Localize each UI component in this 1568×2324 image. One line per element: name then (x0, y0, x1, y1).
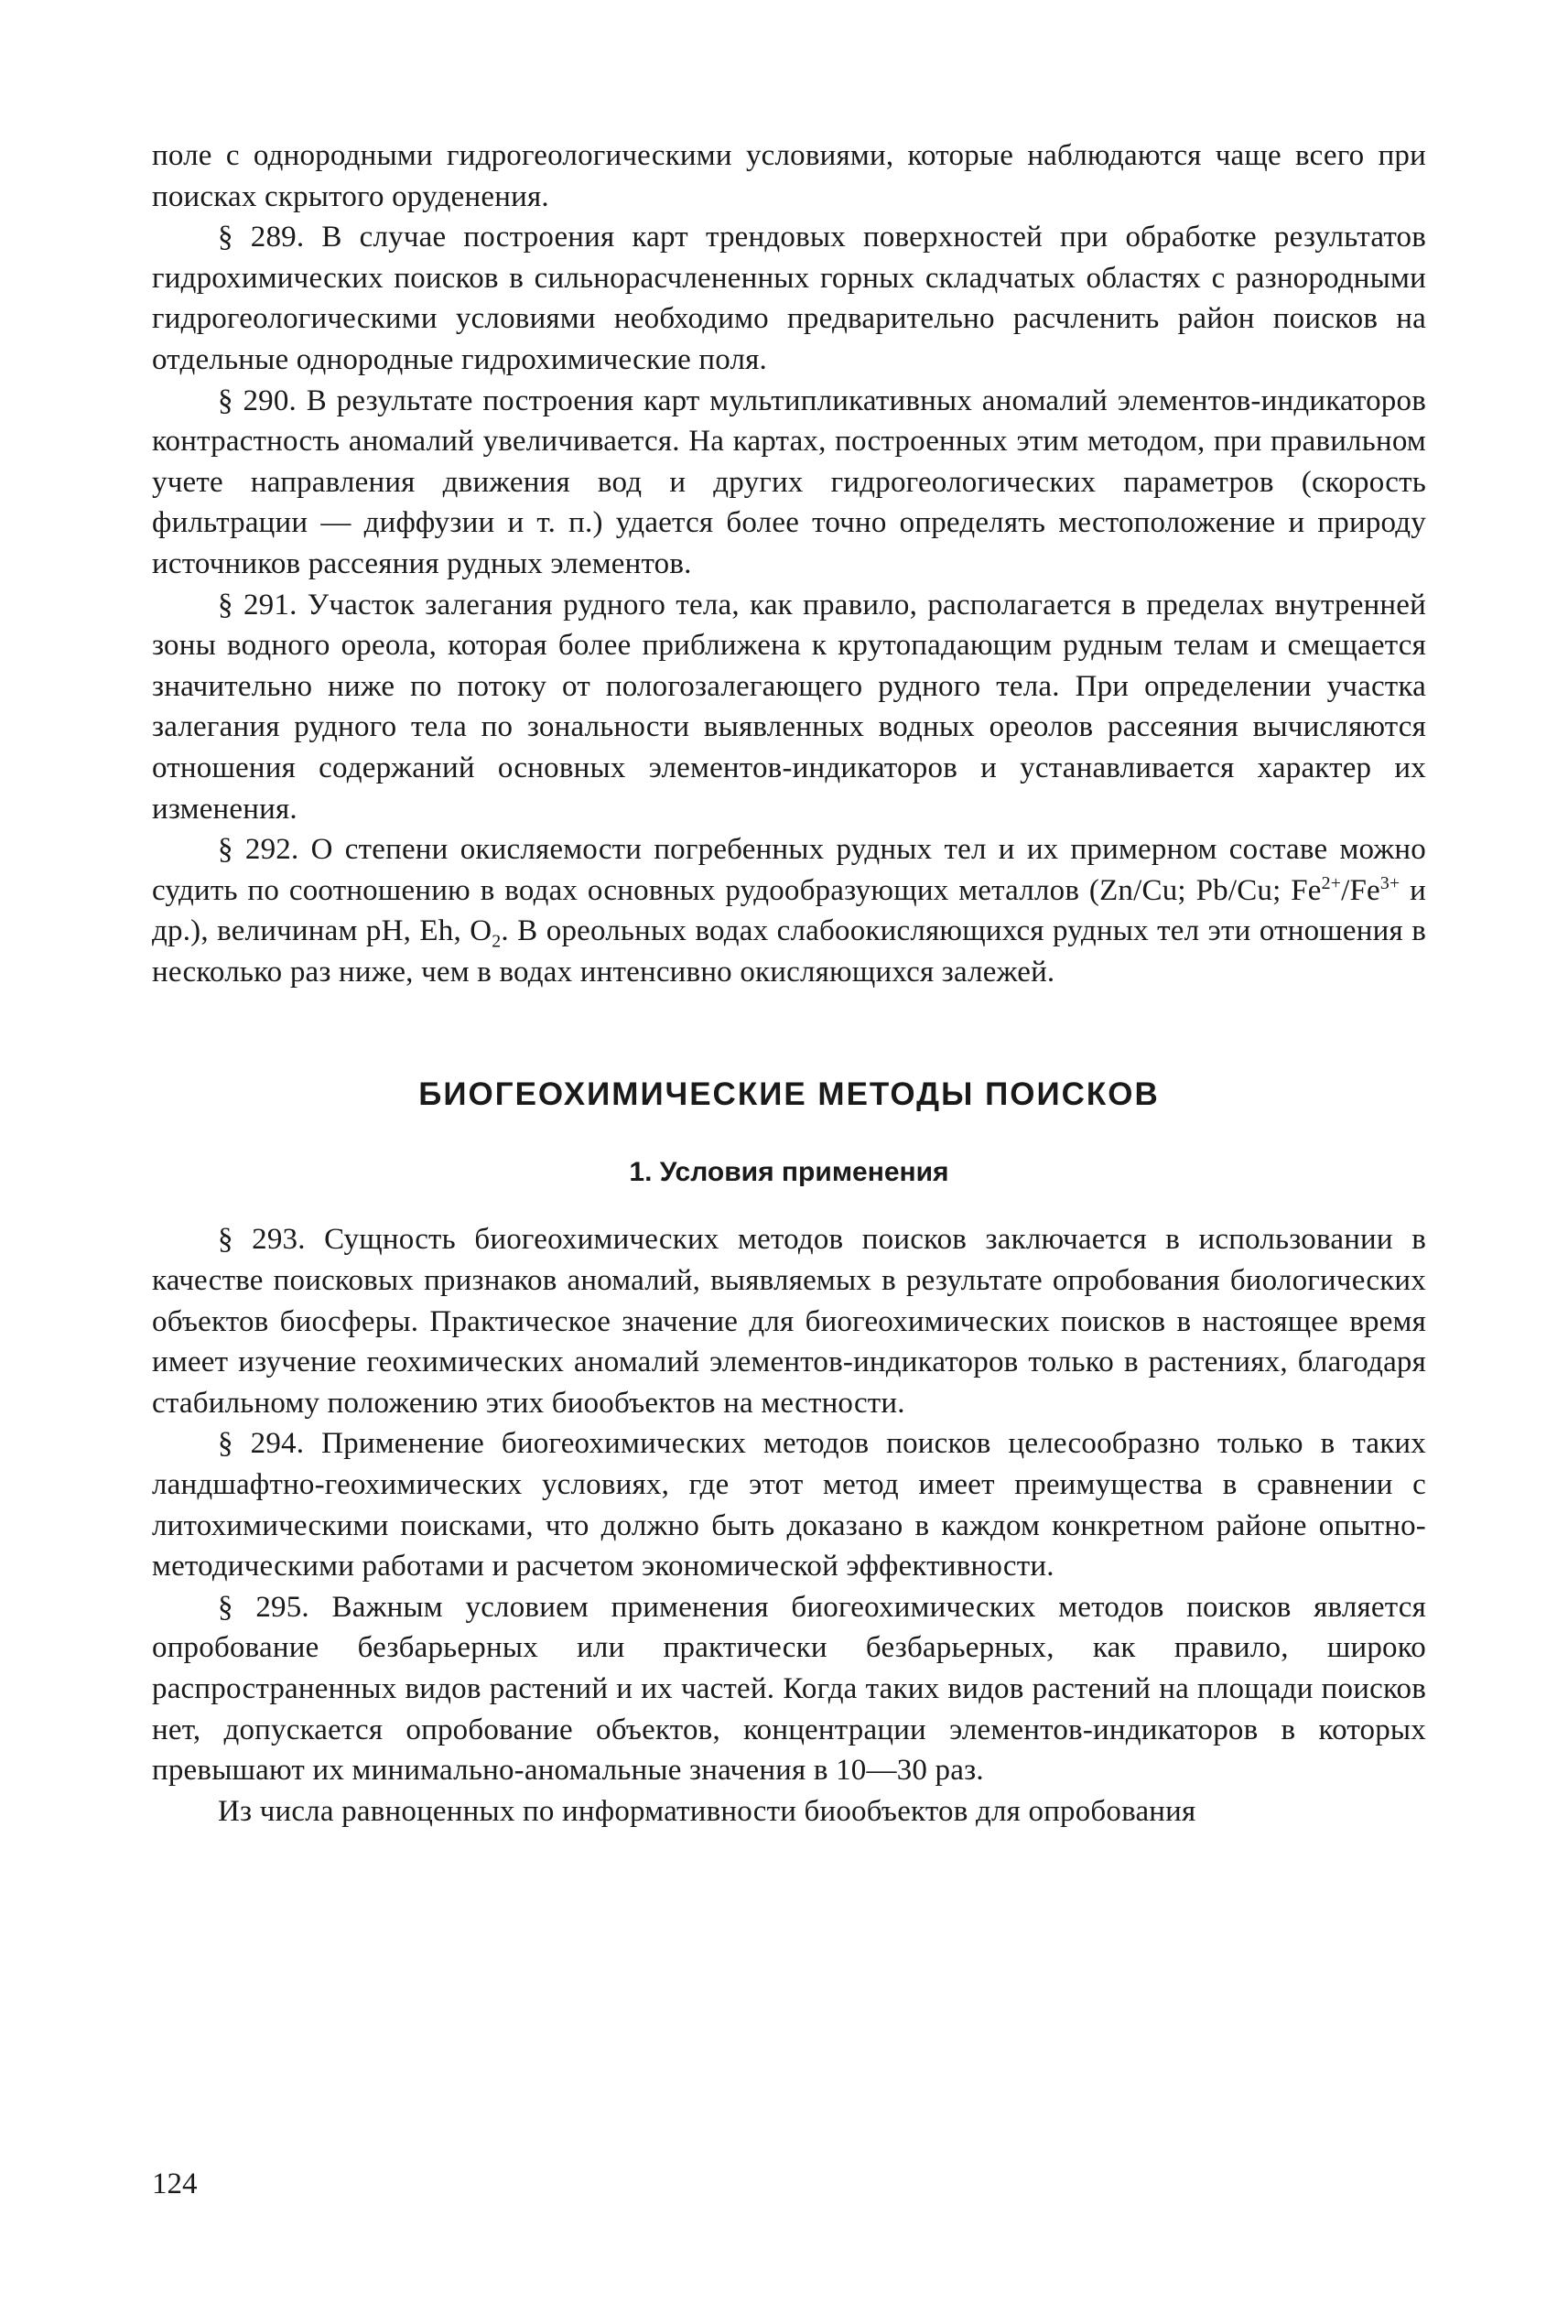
p292-after1: и др.), величинам pH, Eh, O (152, 873, 1426, 948)
page-body (152, 135, 1426, 1832)
paragraph-290: § 290. В результате построения карт мультипликативных аномалий элементов-индикаторов контрастность аномалий увеличивается. На картах, построенных этим методом, при правильном учете направления движения вод и других гидрогеологических параметров (скорость фильтрации — диффузии и т. п.) удается более точно определять местоположение и природу источников рассеяния рудных элементов. (152, 384, 1426, 580)
page-number: 124 (152, 2167, 198, 2200)
p292-sup1: 2+ (1321, 872, 1342, 893)
paragraph-289: § 289. В случае построения карт трендовых поверхностей при обработке результатов гидрохимических поисков в сильнорасчлененных горных складчатых областях с разнородными гидрогеологическими условиями необходимо предварительно расчленить район поисков на отдельные однородные гидрохимические поля. (152, 221, 1426, 376)
p292-sup2: 3+ (1379, 872, 1400, 893)
paragraph-continuation: поле с однородными гидрогеологическими условиями, которые наблюдаются чаще всего при поисках скрытого оруденения. (152, 139, 1426, 213)
p292-sub1: 2 (492, 931, 502, 952)
p292-after2: . В ореольных водах слабоокисляющихся рудных тел эти отношения в несколько раз ниже, чем в водах интенсивно окисляющихся залежей. (152, 914, 1426, 989)
paragraph-293: § 293. Сущность биогеохимических методов поисков заключается в использовании в качестве поисковых признаков аномалий, выявляемых в результате опробования биологических объектов биосферы. Практическое значение для биогеохимических поисков в настоящее время имеет изучение геохимических аномалий элементов-индикаторов только в растениях, благодаря стабильному положению этих биообъектов на местности. (152, 1223, 1426, 1420)
p292-mid: /Fe (1341, 873, 1380, 907)
subsection-title: 1. Условия применения (629, 1157, 949, 1188)
paragraph-292 (152, 829, 1426, 992)
section-title: БИОГЕОХИМИЧЕСКИЕ МЕТОДЫ ПОИСКОВ (418, 1076, 1160, 1113)
paragraph-294: § 294. Применение биогеохимических методов поисков целесообразно только в таких ландшафтно-геохимических условиях, где этот метод имеет преимущества в сравнении с литохимическими поисками, что должно быть доказано в каждом конкретном районе опытно-методическими работами и расчетом экономической эффективности. (152, 1427, 1426, 1584)
paragraph-last: Из числа равноценных по информативности биообъектов для опробования (218, 1794, 1196, 1828)
paragraph-291: § 291. Участок залегания рудного тела, как правило, располагается в пределах внутренней зоны водного ореола, которая более приближена к крутопадающим рудным телам и смещается значительно ниже по потоку от пологозалегающего рудного тела. При определении участка залегания рудного тела по зональности выявленных водных ореолов рассеяния вычисляются отношения содержаний основных элементов-индикаторов и устанавливается характер их изменения. (152, 588, 1426, 826)
paragraph-295: § 295. Важным условием применения биогеохимических методов поисков является опробование безбарьерных или практически безбарьерных, как правило, широко распространенных видов растений и их частей. Когда таких видов растений на площади поисков нет, допускается опробование объектов, концентрации элементов-индикаторов в которых превышают их минимально-аномальные значения в 10—30 раз. (152, 1590, 1426, 1788)
p292-before: § 292. О степени окисляемости погребенных рудных тел и их примерном составе можно судить по соотношению в водах основных рудообразующих металлов (Zn/Cu; Pb/Cu; Fe (152, 833, 1426, 907)
